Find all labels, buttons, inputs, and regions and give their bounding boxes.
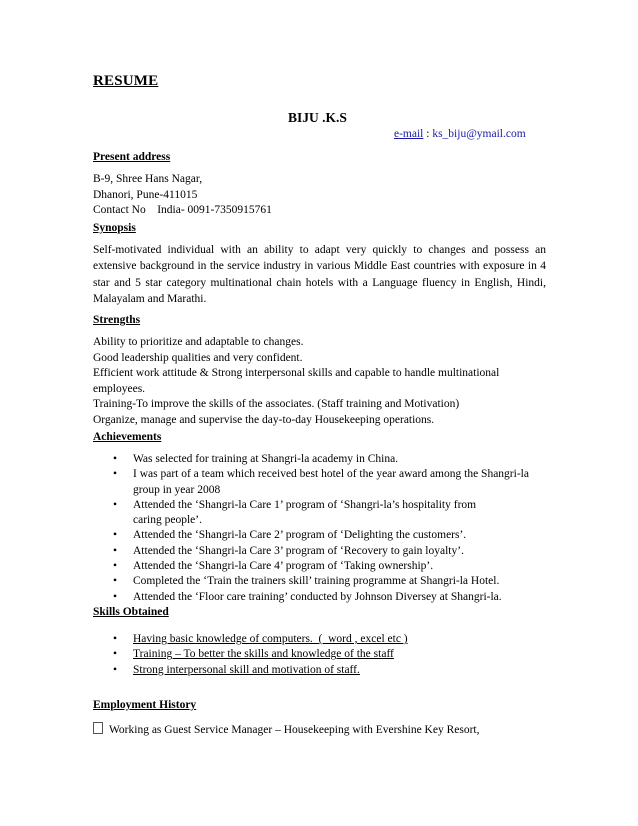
bullet-icon: •: [113, 590, 118, 603]
bullet-icon: •: [113, 544, 118, 557]
address-heading: Present address: [93, 151, 171, 163]
email-line: [394, 128, 526, 140]
strength-line: employees.: [93, 382, 146, 395]
list-item: • Was selected for training at Shangri-la academy in China.: [93, 452, 553, 467]
list-item: • Attended the ‘Floor care training’ conducted by Johnson Diversey at Shangri-la.: [93, 590, 553, 605]
strength-line: Training-To improve the skills of the associates. (Staff training and Motivation): [93, 398, 460, 411]
checkbox-icon: [93, 722, 103, 734]
skills-heading: Skills Obtained: [93, 606, 169, 618]
synopsis-heading: Synopsis: [93, 222, 136, 234]
list-item: • Completed the ‘Train the trainers skill’ training programme at Shangri-la Hotel.: [93, 574, 553, 589]
strength-line: Ability to prioritize and adaptable to changes.: [93, 336, 304, 348]
email-label: e-mail: [394, 128, 424, 140]
list-item: • Strong interpersonal skill and motivation of staff.: [93, 663, 553, 678]
list-item: • I was part of a team which received best hotel of the year award among the Shangri-la group in year 2008: [113, 468, 529, 496]
bullet-icon: •: [113, 529, 118, 542]
strength-line: Efficient work attitude & Strong interpersonal skills and capable to handle multinational: [93, 367, 500, 380]
bullet-icon: •: [113, 468, 118, 481]
document-title: RESUME: [93, 73, 159, 89]
strengths-block: [93, 335, 546, 429]
list-item: • Having basic knowledge of computers. ( word , excel etc ): [93, 632, 553, 647]
achievements-list: [93, 452, 553, 605]
strengths-heading: Strengths: [93, 314, 141, 326]
employment-text: Working as Guest Service Manager – Housekeeping with Evershine Key Resort,: [109, 724, 480, 736]
bullet-icon: •: [113, 648, 118, 661]
list-item: • Attended the ‘Shangri-la Care 4’ program of ‘Taking ownership’.: [93, 559, 553, 574]
candidate-name: BIJU .K.S: [288, 110, 347, 125]
achievements-heading: Achievements: [93, 431, 162, 443]
strength-line: Organize, manage and supervise the day-to-day Housekeeping operations.: [93, 413, 435, 426]
bullet-icon: •: [113, 453, 118, 465]
list-item: • Training – To better the skills and knowledge of the staff: [93, 647, 553, 662]
synopsis-text: Self-motivated individual with an ability to adapt very quickly to changes and possess an extensive background in the service industry in various Middle East countries with exposure in 4 star and 5 star category multinational chain hotels with a Language fluency in English, Hindi, Malayalam and Marathi.: [93, 244, 546, 305]
bullet-icon: •: [113, 633, 118, 645]
contact-line: Contact No India- 0091-7350915761: [93, 204, 272, 217]
strength-line: Good leadership qualities and very confident.: [93, 351, 303, 364]
address-line: B-9, Shree Hans Nagar,: [93, 173, 203, 185]
email-separator: :: [423, 128, 433, 140]
bullet-icon: •: [113, 663, 118, 676]
list-item: • Attended the ‘Shangri-la Care 3’ program of ‘Recovery to gain loyalty’.: [93, 544, 553, 559]
employment-heading: Employment History: [93, 699, 197, 711]
bullet-icon: •: [113, 498, 118, 511]
address-line: Dhanori, Pune-411015: [93, 188, 198, 201]
list-item: • Attended the ‘Shangri-la Care 2’ program of ‘Delighting the customers’.: [93, 528, 553, 543]
address-block: [93, 172, 546, 219]
bullet-icon: •: [113, 575, 118, 588]
employment-entry: [93, 722, 480, 736]
email-value[interactable]: ks_biju@ymail.com: [432, 128, 526, 140]
list-item: • Attended the ‘Shangri-la Care 1’ program of ‘Shangri-la’s hospitality from caring people’.: [113, 498, 477, 527]
bullet-icon: •: [113, 560, 118, 573]
skills-list: [93, 632, 553, 678]
